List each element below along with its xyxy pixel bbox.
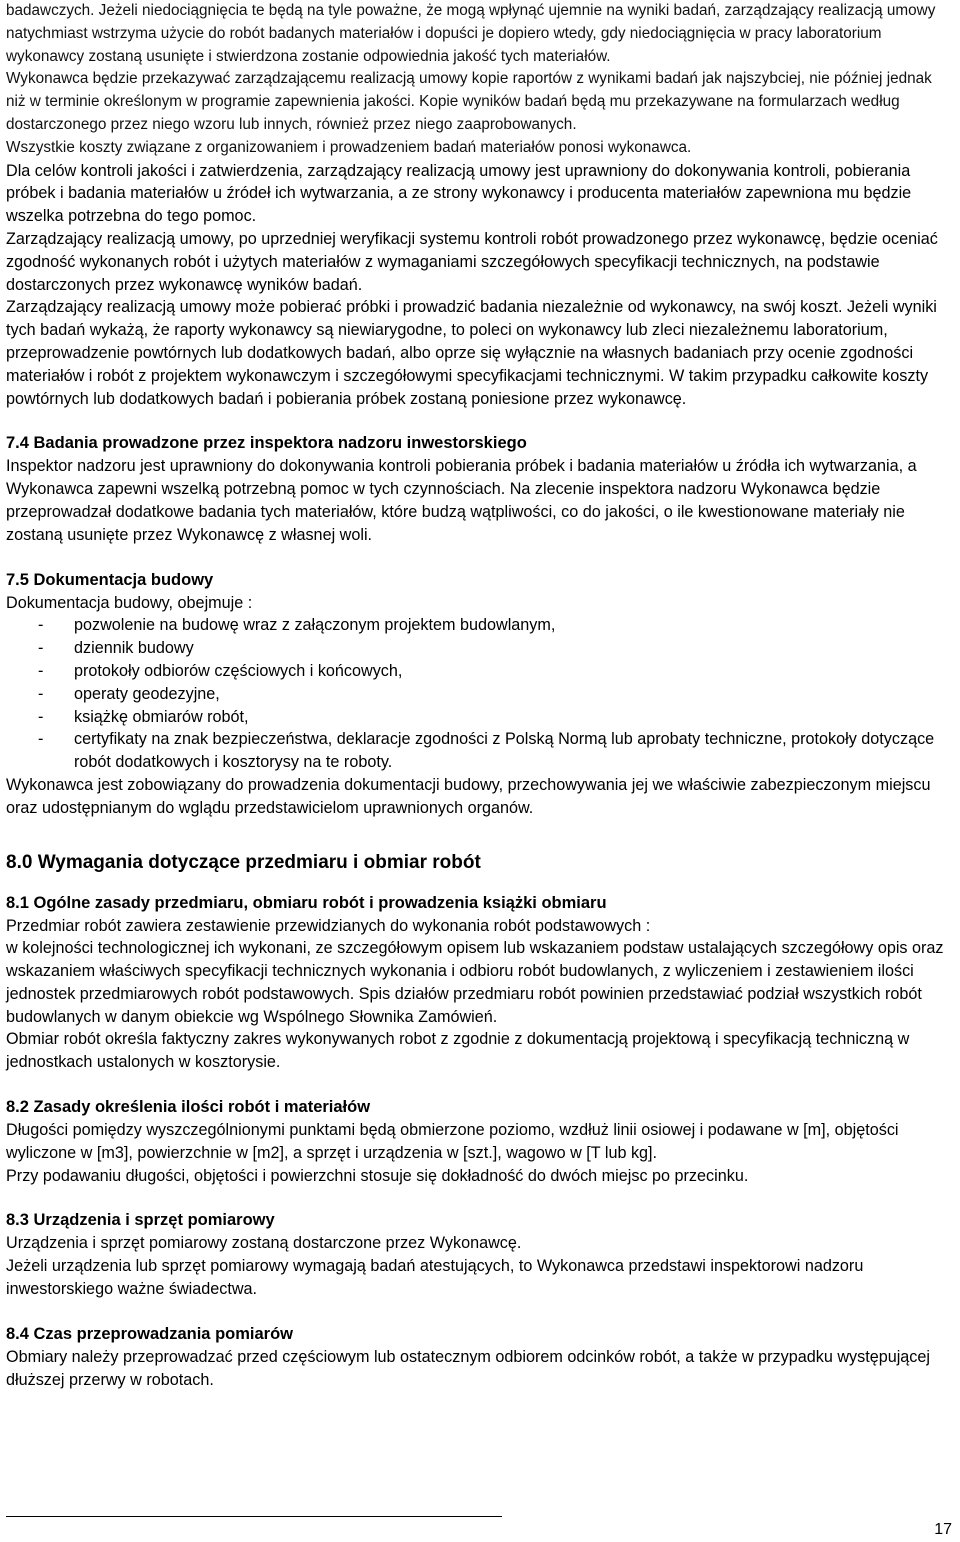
dash-bullet: -	[38, 684, 44, 703]
paragraph: Obmiary należy przeprowadzać przed częściowym lub ostatecznym odbiorem odcinków robót, a także w przypadku występującej dłuższej przerwy w robotach.	[6, 1347, 930, 1389]
list-item-text: operaty geodezyjne,	[74, 684, 220, 703]
section-7-3-continuation	[6, 0, 950, 410]
paragraph: Wykonawca będzie przekazywać zarządzającemu realizacją umowy kopie raportów z wynikami badań jak najszybciej, nie później jednak niż w terminie określonym w programie zapewnienia jakości. Kopie wyników badań będą mu przekazywane na formularzach według dostarczonego przez niego wzoru lub innych, również przez niego zaaprobowanych.	[6, 70, 932, 133]
section-8-0	[6, 850, 950, 876]
paragraph: badawczych. Jeżeli niedociągnięcia te będą na tyle poważne, że mogą wpłynąć ujemnie na wyniki badań, zarządzający realizacją umowy natychmiast wstrzyma użycie do robót badanych materiałów i dopuści je dopiero wtedy, gdy niedociągnięcia w pracy laboratorium wykonawcy zostaną usunięte i stwierdzona zostanie odpowiednia jakość tych materiałów.	[6, 2, 936, 65]
page-number: 17	[934, 1521, 952, 1538]
paragraph: Dokumentacja budowy, obejmuje :	[6, 593, 253, 612]
paragraph: Inspektor nadzoru jest uprawniony do dokonywania kontroli pobierania próbek i badania materiałów u źródła ich wytwarzania, a Wykonawca zapewni wszelką potrzebną pomoc w tych czynnościach. Na zlecenie inspektora nadzoru Wykonawca będzie przeprowadzał dodatkowe badania tych materiałów, które budzą wątpliwości, co do jakości, o ile kwestionowane materiały nie zostaną usunięte przez Wykonawcę z własnej woli.	[6, 457, 917, 544]
list-item	[6, 660, 950, 683]
paragraph: w kolejności technologicznej ich wykonani, ze szczegółowym opisem lub wskazaniem podstaw ustalających szczegółowy opis oraz wskazaniem właściwych specyfikacji technicznych wykonania i odbioru robót budowlanych, z wyliczeniem i zestawieniem ilości jednostek przedmiarowych robót podstawowych. Spis działów przedmiaru robót powinien przedstawiać podział wszystkich robót budowlanych w danym obiekcie wg Wspólnego Słownika Zamówień.	[6, 939, 944, 1026]
paragraph: Długości pomiędzy wyszczególnionymi punktami będą obmierzone poziomo, wzdłuż linii osiowej i podawane w [m], objętości wyliczone w [m3], powierzchnie w [m2], a sprzęt i urządzenia w [szt.], wagowo w [T lub kg].	[6, 1121, 899, 1162]
list-item	[6, 728, 950, 774]
paragraph: Wykonawca jest zobowiązany do prowadzenia dokumentacji budowy, przechowywania jej we właściwie zabezpieczonym miejscu oraz udostępnianym do wglądu przedstawicielom uprawnionych organów.	[6, 775, 931, 817]
list-item-text: dziennik budowy	[74, 639, 194, 658]
section-heading: 7.4 Badania prowadzone przez inspektora nadzoru inwestorskiego	[6, 434, 527, 453]
section-heading: 8.3 Urządzenia i sprzęt pomiarowy	[6, 1211, 275, 1230]
chapter-heading: 8.0 Wymagania dotyczące przedmiaru i obmiar robót	[6, 851, 481, 873]
dash-bullet: -	[38, 616, 44, 635]
section-7-4	[6, 432, 950, 546]
paragraph: Urządzenia i sprzęt pomiarowy zostaną dostarczone przez Wykonawcę.	[6, 1234, 522, 1253]
paragraph: Dla celów kontroli jakości i zatwierdzenia, zarządzający realizacją umowy jest uprawniony do dokonywania kontroli, pobierania próbek i badania materiałów u źródeł ich wytwarzania, a ze strony wykonawcy i producenta materiałów zapewniona mu będzie wszelka potrzebna do tego pomoc.	[6, 161, 912, 226]
documentation-list	[6, 614, 950, 774]
list-item	[6, 637, 950, 660]
section-8-3	[6, 1209, 950, 1300]
paragraph: Jeżeli urządzenia lub sprzęt pomiarowy wymagają badań atestujących, to Wykonawca przedstawi inspektorowi nadzoru inwestorskiego ważne świadectwa.	[6, 1257, 864, 1299]
document-page	[6, 0, 950, 1391]
list-item-text: książkę obmiarów robót,	[74, 707, 249, 726]
section-heading: 8.1 Ogólne zasady przedmiaru, obmiaru robót i prowadzenia książki obmiaru	[6, 893, 607, 912]
list-item	[6, 614, 950, 637]
paragraph: Przedmiar robót zawiera zestawienie przewidzianych do wykonania robót podstawowych :	[6, 916, 651, 935]
paragraph: Zarządzający realizacją umowy, po uprzedniej weryfikacji systemu kontroli robót prowadzonego przez wykonawcę, będzie oceniać zgodność wykonanych robót i użytych materiałów z wymaganiami szczegółowych specyfikacji technicznych, na podstawie dostarczonych przez wykonawcę wyników badań.	[6, 229, 938, 294]
list-item-text: certyfikaty na znak bezpieczeństwa, deklaracje zgodności z Polską Normą lub aprobaty techniczne, protokoły dotyczące robót dodatkowych i kosztorysy na te roboty.	[74, 730, 935, 772]
dash-bullet: -	[38, 639, 44, 658]
paragraph: Obmiar robót określa faktyczny zakres wykonywanych robot z zgodnie z dokumentacją projektową i specyfikacją techniczną w jednostkach ustalonych w kosztorysie.	[6, 1030, 910, 1072]
footer-rule	[6, 1516, 502, 1517]
section-8-4	[6, 1323, 950, 1392]
list-item-text: pozwolenie na budowę wraz z załączonym projektem budowlanym,	[74, 616, 556, 635]
list-item	[6, 683, 950, 706]
section-8-1	[6, 892, 950, 1075]
list-item	[6, 706, 950, 729]
paragraph: Zarządzający realizacją umowy może pobierać próbki i prowadzić badania niezależnie od wykonawcy, na swój koszt. Jeżeli wyniki tych badań wykażą, że raporty wykonawcy są niewiarygodne, to poleci on wykonawcy lub zleci niezależnemu laboratorium, przeprowadzenie powtórnych lub dodatkowych badań, albo oprze się wyłącznie na własnych badaniach przy ocenie zgodności materiałów i robót z projektem wykonawczym i szczegółowymi specyfikacjami technicznymi. W takim przypadku całkowite koszty powtórnych lub dodatkowych badań i pobierania próbek zostaną poniesione przez wykonawcę.	[6, 298, 937, 408]
dash-bullet: -	[38, 707, 44, 726]
section-7-5	[6, 569, 950, 820]
paragraph: Przy podawaniu długości, objętości i powierzchni stosuje się dokładność do dwóch miejsc po przecinku.	[6, 1166, 749, 1185]
list-item-text: protokoły odbiorów częściowych i końcowych,	[74, 661, 403, 680]
section-heading: 8.2 Zasady określenia ilości robót i materiałów	[6, 1098, 371, 1117]
dash-bullet: -	[38, 730, 44, 749]
section-heading: 7.5 Dokumentacja budowy	[6, 570, 214, 589]
dash-bullet: -	[38, 661, 44, 680]
section-8-2	[6, 1096, 950, 1187]
paragraph: Wszystkie koszty związane z organizowaniem i prowadzeniem badań materiałów ponosi wykonawca.	[6, 138, 692, 156]
section-heading: 8.4 Czas przeprowadzania pomiarów	[6, 1324, 293, 1343]
